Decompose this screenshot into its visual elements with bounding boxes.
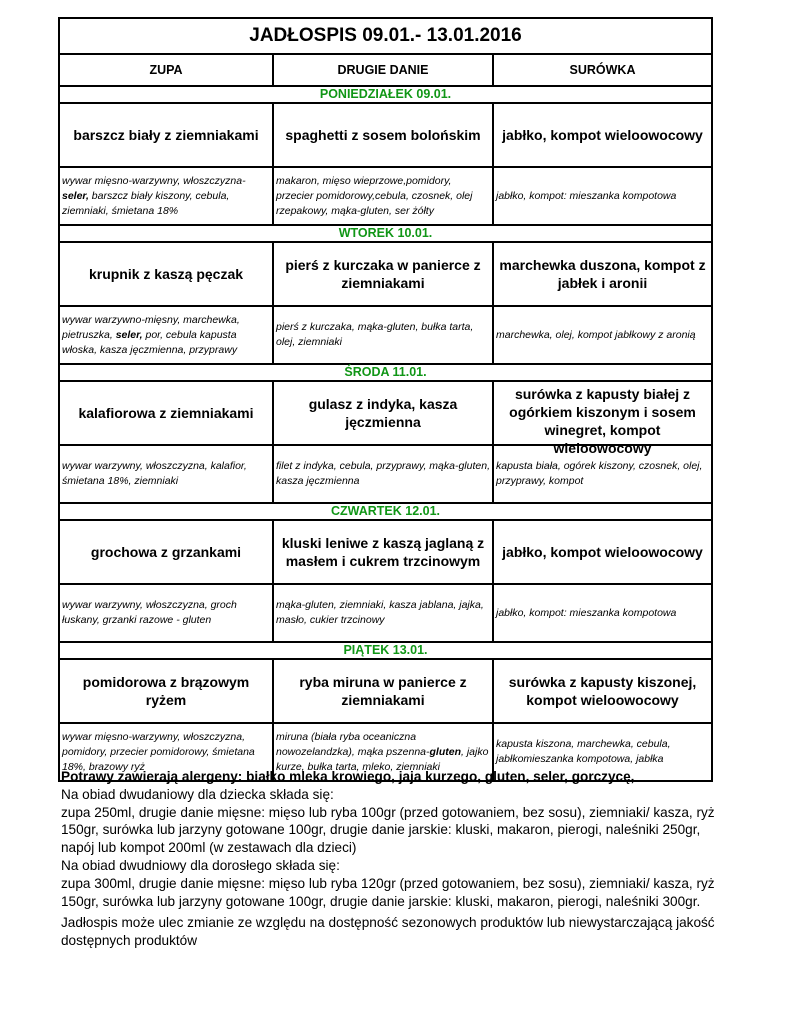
dish-name: pomidorowa z brązowym ryżem (82, 674, 250, 708)
dish-main-course (273, 520, 493, 584)
ingredient-text: jabłko, kompot: mieszanka kompotowa (496, 189, 677, 202)
dish-name: krupnik z kaszą pęczak (88, 266, 244, 282)
dish-main-course (273, 242, 493, 306)
dish-salad (493, 381, 712, 456)
dish-main-course (273, 381, 493, 445)
title-row (59, 18, 712, 54)
ingredients-salad (493, 306, 712, 364)
ingredients-main-course (273, 584, 493, 642)
ingredient-text: makaron, mięso wieprzowe,pomidory, przecier pomidorowy,cebula, czosnek, olej rzepakowy, mąka-gluten, ser żółty (276, 174, 473, 217)
ingredients-row (59, 306, 712, 364)
ingredients-soup (59, 306, 273, 364)
ingredient-text: por, cebula kapusta włoska, kasza jęczmienna, przyprawy (62, 328, 238, 356)
dish-soup (59, 381, 273, 445)
allergen-highlight: seler, (62, 189, 89, 202)
child-portion-heading: Na obiad dwudaniowy dla dziecka składa się: (61, 786, 334, 802)
header-salad: SURÓWKA (493, 54, 712, 86)
dish-name: spaghetti z sosem bolońskim (285, 127, 481, 143)
day-row (59, 364, 712, 381)
ingredient-text: filet z indyka, cebula, przyprawy, mąka-gluten, kasza jęczmienna (276, 460, 490, 487)
dish-name: jabłko, kompot wieloowocowy (502, 127, 703, 143)
ingredient-text: mąka-gluten, ziemniaki, kasza jablana, jajka, masło, cukier trzcinowy (276, 599, 484, 626)
ingredients-salad (493, 584, 712, 642)
day-row (59, 86, 712, 103)
menu-title: JADŁOSPIS 09.01.- 13.01.2016 (59, 18, 712, 54)
ingredient-text: marchewka, olej, kompot jabłkowy z aronią (496, 328, 696, 341)
dish-salad (493, 520, 712, 584)
dish-name: jabłko, kompot wieloowocowy (502, 544, 703, 560)
ingredients-row (59, 167, 712, 225)
dish-row (59, 659, 712, 723)
dish-soup (59, 520, 273, 584)
dish-soup (59, 103, 273, 167)
ingredient-text: miruna (biała ryba oceaniczna nowozelandzka), mąka pszenna- (276, 730, 430, 758)
dish-name: kluski leniwe z kaszą jaglaną z masłem i cukrem trzcinowym (281, 535, 485, 569)
adult-portion-text: zupa 300ml, drugie danie mięsne: mięso lub ryba 120gr (przed gotowaniem, bez sosu), ziemniaki/ kasza, ryż 150gr, surówka lub jarzyny gotowane 100gr, drugie danie jarskie: kluski, makaron, pierogi, naleśniki 300gr. (61, 875, 715, 909)
dish-name: gulasz z indyka, kasza jęczmienna (308, 396, 458, 430)
dish-row (59, 242, 712, 306)
ingredient-text: wywar warzywno-mięsny, marchewka, pietruszka, (62, 313, 240, 341)
header-row (59, 54, 712, 86)
ingredient-text: wywar mięsno-warzywny, włoszczyzna- (62, 174, 246, 187)
menu-table (58, 17, 713, 782)
allergen-highlight: gluten (429, 745, 462, 758)
dish-name: marchewka duszona, kompot z jabłek i aronii (499, 257, 706, 291)
allergen-notice: Potrawy zawierają alergeny: białko mleka krowiego, jaja kurzego, gluten, seler, gorczycę, (61, 769, 635, 784)
ingredient-text: wywar mięsno-warzywny, włoszczyzna, pomidory, przecier pomidorowy, śmietana 18%, brazowy ryż (62, 730, 255, 773)
day-row (59, 225, 712, 242)
ingredients-row (59, 584, 712, 642)
ingredient-text: barszcz biały kiszony, cebula, ziemniaki, śmietana 18% (62, 189, 230, 217)
dish-salad (493, 242, 712, 306)
adult-portion-heading: Na obiad dwudniowy dla dorosłego składa się: (61, 857, 340, 873)
dish-name: surówka z kapusty kiszonej, kompot wieloowocowy (508, 674, 697, 708)
header-main-course: DRUGIE DANIE (273, 54, 493, 86)
header-soup: ZUPA (59, 54, 273, 86)
ingredients-salad (493, 167, 712, 225)
ingredient-text: pierś z kurczaka, mąka-gluten, bułka tarta, olej, ziemniaki (276, 321, 474, 348)
day-label: ŚRODA 11.01. (59, 364, 712, 381)
dish-main-course (273, 103, 493, 167)
day-label: PONIEDZIAŁEK 09.01. (59, 86, 712, 103)
menu-disclaimer: Jadłospis może ulec zmianie ze względu na dostępność sezonowych produktów lub niewystarczającą jakość dostępnych produktów (61, 915, 715, 949)
ingredients-soup (59, 167, 273, 225)
ingredients-soup (59, 584, 273, 642)
dish-name: ryba miruna w panierce z ziemniakami (299, 674, 467, 708)
dish-row (59, 381, 712, 445)
child-portion-text: zupa 250ml, drugie danie mięsne: mięso lub ryba 100gr (przed gotowaniem, bez sosu), ziemniaki/ kasza, ryż 150gr, surówka lub jarzyny gotowane 100gr, drugie danie jarskie: kluski, makaron, pierogi, naleśniki 250gr, napój lub kompot 200ml (w zestawach dla dzieci) (61, 804, 715, 856)
dish-name: surówka z kapusty białej z ogórkiem kiszonym i sosem winegret, kompot wieloowocowy (509, 386, 696, 456)
dish-name: barszcz biały z ziemniakami (73, 127, 259, 143)
ingredients-soup (59, 445, 273, 503)
dish-name: grochowa z grzankami (90, 544, 242, 560)
allergen-highlight: seler, (115, 328, 143, 341)
dish-main-course (273, 659, 493, 723)
dish-salad (493, 103, 712, 167)
dish-name: pierś z kurczaka w panierce z ziemniakami (285, 257, 481, 291)
ingredients-main-course (273, 167, 493, 225)
day-label: PIĄTEK 13.01. (59, 642, 712, 659)
ingredient-text: wywar warzywny, włoszczyzna, groch łuskany, grzanki razowe - gluten (62, 599, 237, 626)
ingredient-text: , jajko kurze, bułka tarta, mleko, ziemniaki (276, 745, 489, 773)
day-row (59, 503, 712, 520)
day-label: WTOREK 10.01. (59, 225, 712, 242)
ingredient-text: jabłko, kompot: mieszanka kompotowa (496, 606, 677, 619)
ingredients-main-course (273, 306, 493, 364)
dish-row (59, 520, 712, 584)
ingredient-text: kapusta biała, ogórek kiszony, czosnek, olej, przyprawy, kompot (496, 460, 703, 487)
dish-row (59, 103, 712, 167)
dish-salad (493, 659, 712, 723)
dish-soup (59, 659, 273, 723)
notes-section (61, 768, 721, 950)
dish-name: kalafiorowa z ziemniakami (78, 405, 254, 421)
day-label: CZWARTEK 12.01. (59, 503, 712, 520)
ingredients-main-course (273, 445, 493, 503)
dish-soup (59, 242, 273, 306)
ingredient-text: wywar warzywny, włoszczyzna, kalafior, śmietana 18%, ziemniaki (62, 460, 247, 487)
ingredient-text: kapusta kiszona, marchewka, cebula, jabłkomieszanka kompotowa, jabłka (496, 738, 671, 765)
day-row (59, 642, 712, 659)
